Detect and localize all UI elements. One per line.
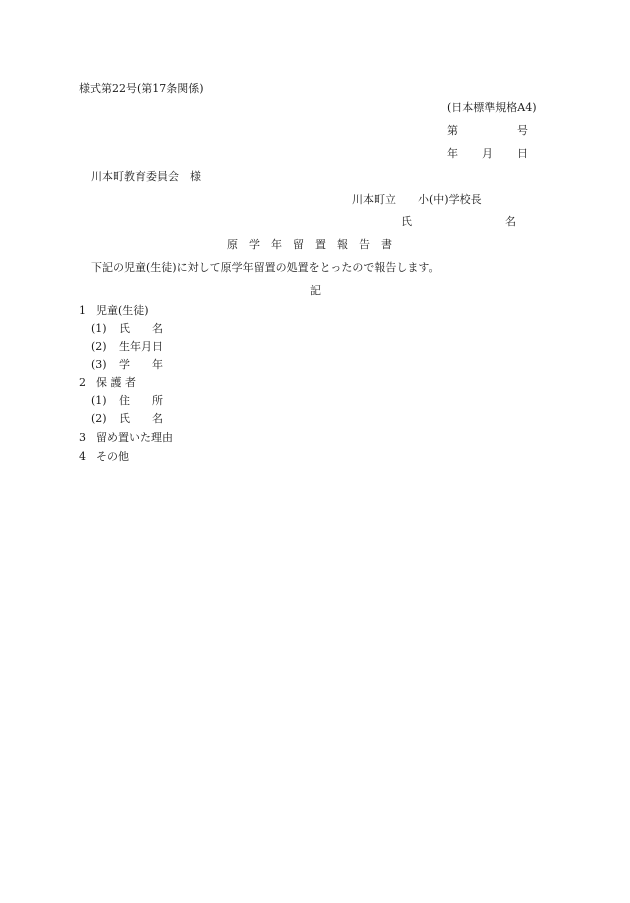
list-item	[79, 376, 136, 390]
item-label: 留め置いた理由	[96, 431, 173, 444]
date-year-label: 年	[447, 147, 458, 160]
subitem-number: (2)	[91, 340, 107, 353]
subitem-label: 生年月日	[119, 340, 163, 353]
addressee: 川本町教育委員会 様	[91, 170, 201, 183]
subitem-label: 氏 名	[119, 322, 163, 335]
list-item	[79, 304, 149, 318]
date-month-label: 月	[482, 147, 493, 160]
subitem-label: 氏 名	[119, 412, 163, 425]
body-text: 下記の児童(生徒)に対して原学年留置の処置をとったので報告します。	[91, 261, 440, 274]
subitem-number: (1)	[91, 322, 107, 335]
sender-school: 川本町立 小(中)学校長	[352, 193, 482, 206]
document-title: 原 学 年 留 置 報 告 書	[227, 238, 392, 251]
subitem-label: 学 年	[119, 358, 163, 371]
list-item	[79, 431, 173, 445]
item-label: 保 護 者	[96, 376, 136, 389]
list-subitem	[91, 322, 163, 336]
list-item	[79, 450, 129, 464]
sender-name-suffix: 名	[505, 215, 516, 228]
subitem-number: (1)	[91, 394, 107, 407]
subitem-label: 住 所	[119, 394, 163, 407]
item-number: 2	[79, 376, 86, 389]
list-subitem	[91, 340, 163, 354]
subitem-number: (3)	[91, 358, 107, 371]
list-subitem	[91, 412, 163, 426]
paper-size-note: (日本標準規格A4)	[447, 101, 537, 114]
item-label: その他	[96, 450, 129, 463]
date-day-label: 日	[517, 147, 528, 160]
doc-number-suffix: 号	[517, 124, 528, 137]
doc-number-prefix: 第	[447, 124, 458, 137]
item-number: 4	[79, 450, 86, 463]
item-label: 児童(生徒)	[96, 304, 149, 317]
form-number: 様式第22号(第17条関係)	[79, 82, 204, 95]
ki-heading: 記	[310, 284, 321, 297]
list-subitem	[91, 394, 163, 408]
item-number: 3	[79, 431, 86, 444]
sender-name-label: 氏	[401, 215, 412, 228]
item-number: 1	[79, 304, 86, 317]
subitem-number: (2)	[91, 412, 107, 425]
list-subitem	[91, 358, 163, 372]
